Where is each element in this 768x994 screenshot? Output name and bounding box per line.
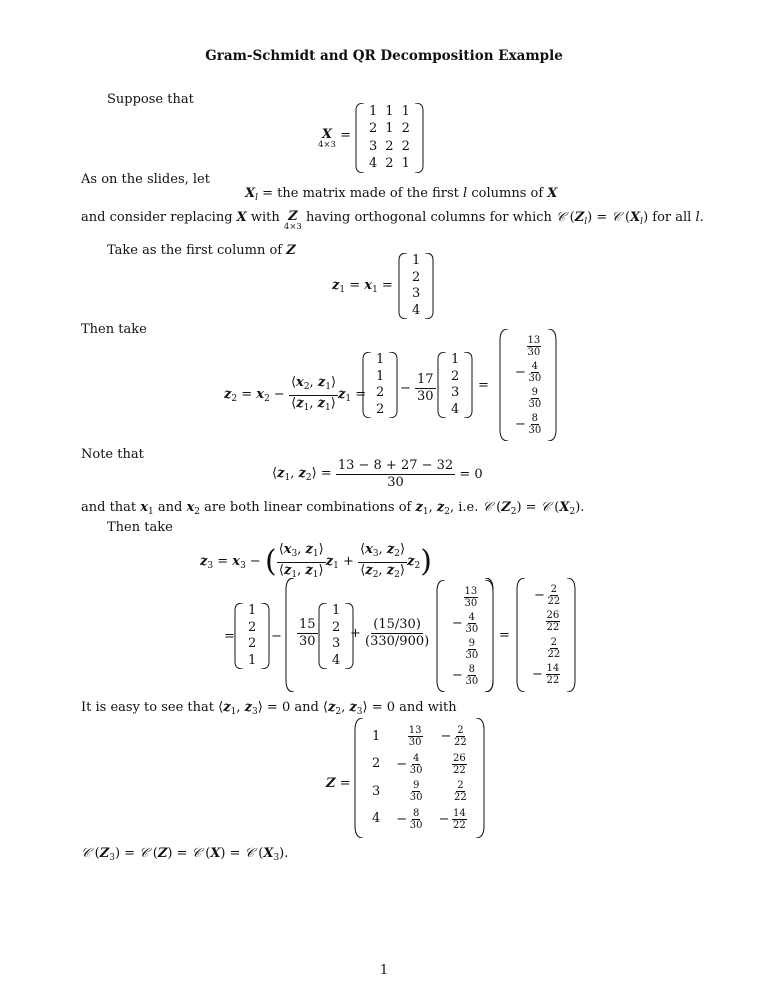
matrix-cell: 1	[376, 352, 385, 368]
matrix-cell: − $\frac{8}{30}$	[452, 663, 479, 687]
minus-sign: −	[271, 629, 282, 644]
matrix-cell: 1	[332, 603, 341, 619]
paragraph-take-first: Take as the first column of Z	[107, 243, 296, 258]
matrix-cell: 2	[401, 138, 410, 154]
matrix-cell: 2	[332, 619, 341, 635]
matrix-cell: − $\frac{4}{30}$	[515, 360, 542, 384]
matrix-cell: 2	[248, 636, 257, 652]
left-bracket	[437, 352, 447, 418]
matrix-cell: 1	[451, 352, 460, 368]
matrix-cell: 2	[385, 156, 394, 172]
matrix-Z	[354, 718, 485, 838]
matrix-cell: − $\frac{2}{22}$	[534, 583, 561, 607]
matrix-cell: 1	[401, 156, 410, 172]
minus-17-30: − $\frac{17}{30}$	[400, 372, 434, 404]
right-bracket	[547, 329, 557, 441]
matrix-X	[355, 103, 424, 173]
matrix-cell: 2	[401, 121, 410, 137]
left-bracket	[234, 603, 244, 669]
matrix-cell: $\frac{9}{30}$	[409, 780, 423, 804]
paragraph-then-take: Then take	[81, 322, 147, 337]
label-X: X 4×3 =	[318, 127, 351, 150]
matrix-cell: 2	[376, 401, 385, 417]
paragraph-note: Note that	[81, 447, 144, 462]
matrix-cell: $\frac{13}{30}$	[527, 334, 541, 358]
matrix-cell: 3	[372, 783, 381, 799]
vector-x3	[234, 603, 270, 669]
paragraph-consider: and consider replacing X with Z 4×3 having orthogonal columns for which 𝒞 $(Z_l)$ = 𝒞 $(X_l)$ for all l.	[81, 209, 704, 232]
matrix-cell: 2	[412, 269, 421, 285]
matrix-cell: 2	[385, 138, 394, 154]
vector-z1-third	[318, 603, 354, 669]
right-bracket	[260, 603, 270, 669]
paragraph-easy: It is easy to see that $⟨z_1$, $z_3⟩ = 0$ and $⟨z_2$, $z_3⟩ = 0$ and with	[81, 700, 457, 717]
matrix-cell: − $\frac{4}{30}$	[452, 611, 479, 635]
matrix-cell: 4	[372, 811, 381, 827]
matrix-cell: 4	[451, 401, 460, 417]
matrix-cell: $\frac{2}{22}$	[454, 780, 467, 804]
right-bracket	[566, 578, 576, 692]
matrix-cell: 3	[332, 636, 341, 652]
matrix-cell: 1	[385, 103, 394, 119]
matrix-cell: 1	[376, 368, 385, 384]
matrix-cell: − $\frac{8}{30}$	[396, 807, 423, 831]
right-bracket	[414, 103, 424, 173]
right-bracket	[424, 253, 434, 319]
plus-frac: + $\frac{(15/30)}{(330/900)}$	[350, 617, 430, 649]
vector-z1-again	[437, 352, 473, 418]
matrix-cell: − $\frac{14}{22}$	[532, 663, 560, 687]
matrix-cell: $\frac{26}{22}$	[546, 610, 560, 634]
eq-Xl: $X_l$ = the matrix made of the first l columns of X	[245, 186, 558, 203]
matrix-cell: 2	[369, 121, 378, 137]
matrix-cell: 1	[385, 121, 394, 137]
eq-z3-line1: $z_3 = x_3$ − ( $\frac{⟨x_3, z_1⟩}{⟨z_1, z_1⟩}$ $z_1$ + $\frac{⟨x_3, z_2⟩}{⟨z_2, z_2⟩}$ $z_2$ )	[200, 541, 432, 580]
matrix-cell: 1	[412, 253, 421, 269]
matrix-cell: − $\frac{14}{22}$	[438, 807, 466, 831]
left-bracket	[362, 352, 372, 418]
matrix-cell: 1	[248, 603, 257, 619]
equals-z3: =	[499, 628, 510, 643]
eq-inner-z1z2: $⟨z_1$, $z_2⟩$ = $\frac{13 - 8 + 27 - 32}{30}$ = 0	[272, 458, 483, 490]
page-number: 1	[379, 963, 389, 978]
matrix-cell: − $\frac{8}{30}$	[515, 412, 542, 436]
matrix-cell: 2	[248, 619, 257, 635]
label-Z: Z =	[326, 776, 351, 791]
matrix-cell: 1	[248, 652, 257, 668]
matrix-cell: $\frac{13}{30}$	[408, 725, 422, 749]
matrix-cell: $\frac{9}{30}$	[528, 386, 542, 410]
matrix-cell: − $\frac{2}{22}$	[440, 725, 467, 749]
eq-z1: $z_1 = x_1$ =	[332, 278, 393, 295]
matrix-cell: $\frac{9}{30}$	[465, 637, 479, 661]
paragraph-final: 𝒞 $(Z_3)$ = 𝒞 (Z) = 𝒞 (X) = 𝒞 $(X_3)$.	[81, 846, 289, 863]
matrix-cell: 2	[451, 368, 460, 384]
left-bracket	[499, 329, 509, 441]
matrix-cell: 3	[369, 138, 378, 154]
equals-z3-start: =	[224, 629, 235, 644]
matrix-cell: $\frac{13}{30}$	[464, 585, 478, 609]
left-bracket	[398, 253, 408, 319]
vector-z2	[499, 329, 557, 441]
big-paren-group	[285, 578, 295, 692]
left-bracket	[355, 103, 365, 173]
big-paren-close	[484, 578, 494, 692]
matrix-cell: $\frac{26}{22}$	[453, 752, 466, 776]
left-bracket	[354, 718, 364, 838]
vector-x2	[362, 352, 398, 418]
matrix-cell: 4	[412, 302, 421, 318]
equals-z2: =	[478, 378, 489, 393]
matrix-cell: 1	[401, 103, 410, 119]
right-bracket	[475, 718, 485, 838]
matrix-cell: 4	[332, 652, 341, 668]
matrix-cell: 3	[451, 385, 460, 401]
paragraph-and-that: and that $x_1$ and $x_2$ are both linear combinations of $z_1$, $z_2$, i.e. 𝒞 $(Z_2)$ = 𝒞 $(X_2)$.	[81, 500, 585, 517]
matrix-cell: 2	[376, 385, 385, 401]
vector-z3	[516, 578, 576, 692]
matrix-cell: 3	[412, 286, 421, 302]
paragraph-suppose: Suppose that	[107, 92, 194, 107]
matrix-cell: − $\frac{4}{30}$	[396, 752, 423, 776]
paragraph-as-slides: As on the slides, let	[81, 172, 210, 187]
paragraph-then-take-2: Then take	[107, 520, 173, 535]
left-bracket	[436, 580, 446, 692]
matrix-cell: $\frac{2}{22}$	[547, 636, 561, 660]
left-bracket	[318, 603, 328, 669]
vector-z1	[398, 253, 434, 319]
page-title: Gram-Schmidt and QR Decomposition Example	[205, 48, 563, 64]
frac-15-30: $\frac{15}{30}$	[299, 617, 316, 649]
eq-z2-lhs: $z_2 = x_2$ − $\frac{⟨x_2, z_1⟩}{⟨z_1, z_1⟩}$ $z_1$ =	[224, 375, 367, 413]
right-bracket	[388, 352, 398, 418]
matrix-cell: 4	[369, 156, 378, 172]
left-bracket	[516, 578, 526, 692]
matrix-cell: 1	[369, 103, 378, 119]
right-bracket	[463, 352, 473, 418]
matrix-cell: 2	[372, 756, 381, 772]
matrix-cell: 1	[372, 728, 381, 744]
